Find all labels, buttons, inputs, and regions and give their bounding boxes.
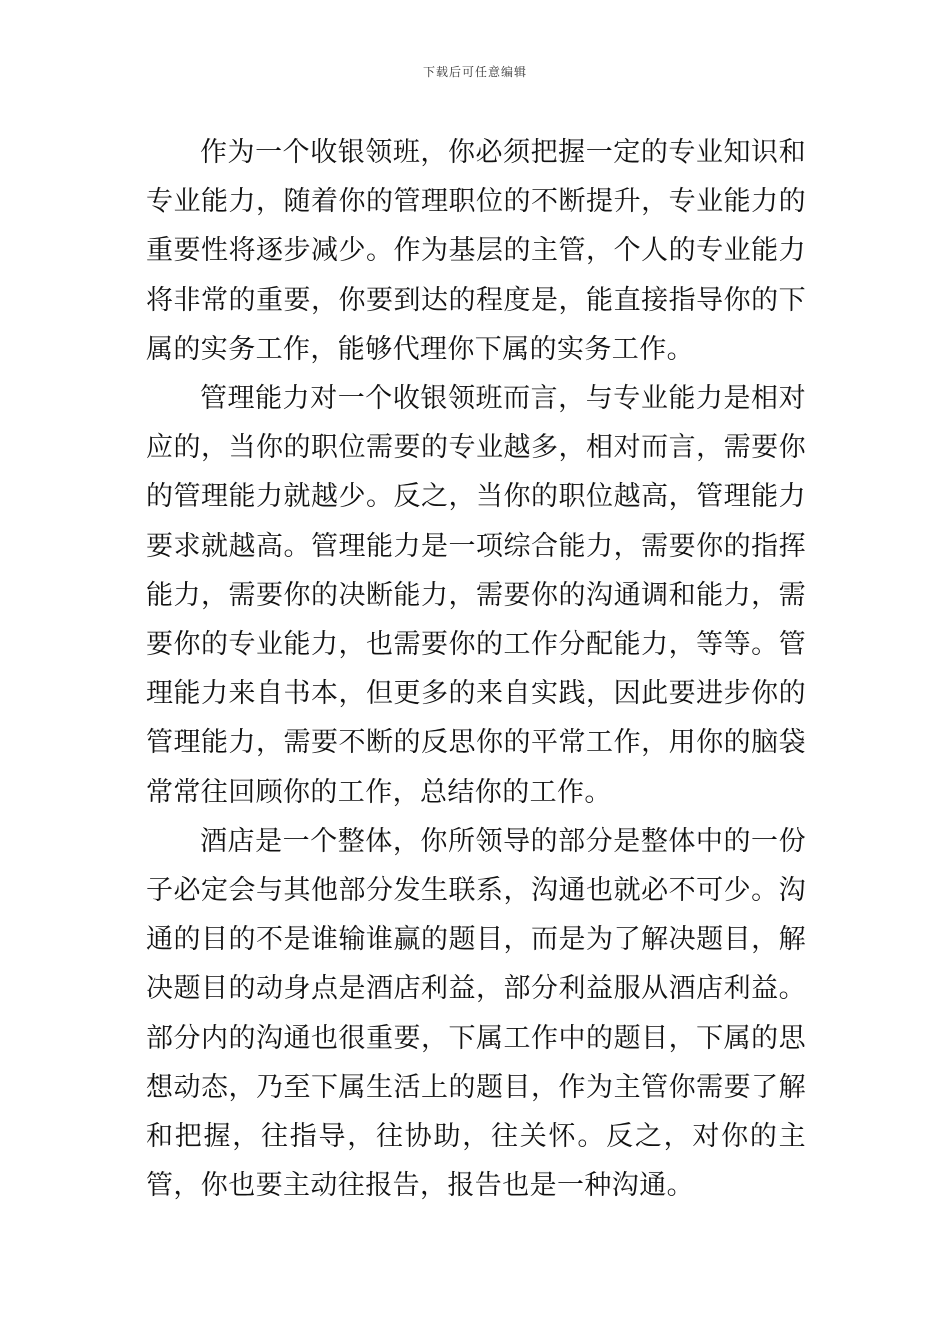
paragraph-management-ability: 管理能力对一个收银领班而言，与专业能力是相对应的，当你的职位需要的专业越多，相对而言，需要你的管理能力就越少。反之，当你的职位越高，管理能力要求就越高。管理能力是一项综合能力，需要你的指挥能力，需要你的决断能力，需要你的沟通调和能力，需要你的专业能力，也需要你的工作分配能力，等等。管理能力来自书本，但更多的来自实践，因此要进步你的管理能力，需要不断的反思你的平常工作，用你的脑袋常常往回顾你的工作，总结你的工作。	[146, 383, 806, 808]
header-note: 下载后可任意编辑	[422, 65, 527, 79]
paragraph-cashier-supervisor-skills: 作为一个收银领班，你必须把握一定的专业知识和专业能力，随着你的管理职位的不断提升，专业能力的重要性将逐步减少。作为基层的主管，个人的专业能力将非常的重要，你要到达的程度是，能直接指导你的下属的实务工作，能够代理你下属的实务工作。	[146, 137, 806, 365]
document-body	[146, 128, 806, 1210]
paragraph-communication: 酒店是一个整体，你所领导的部分是整体中的一份子必定会与其他部分发生联系，沟通也就必不可少。沟通的目的不是谁输谁赢的题目，而是为了解决题目，解决题目的动身点是酒店利益，部分利益服从酒店利益。部分内的沟通也很重要，下属工作中的题目，下属的思想动态，乃至下属生活上的题目，作为主管你需要了解和把握，往指导，往协助，往关怀。反之，对你的主管，你也要主动往报告，报告也是一种沟通。	[146, 825, 806, 1202]
